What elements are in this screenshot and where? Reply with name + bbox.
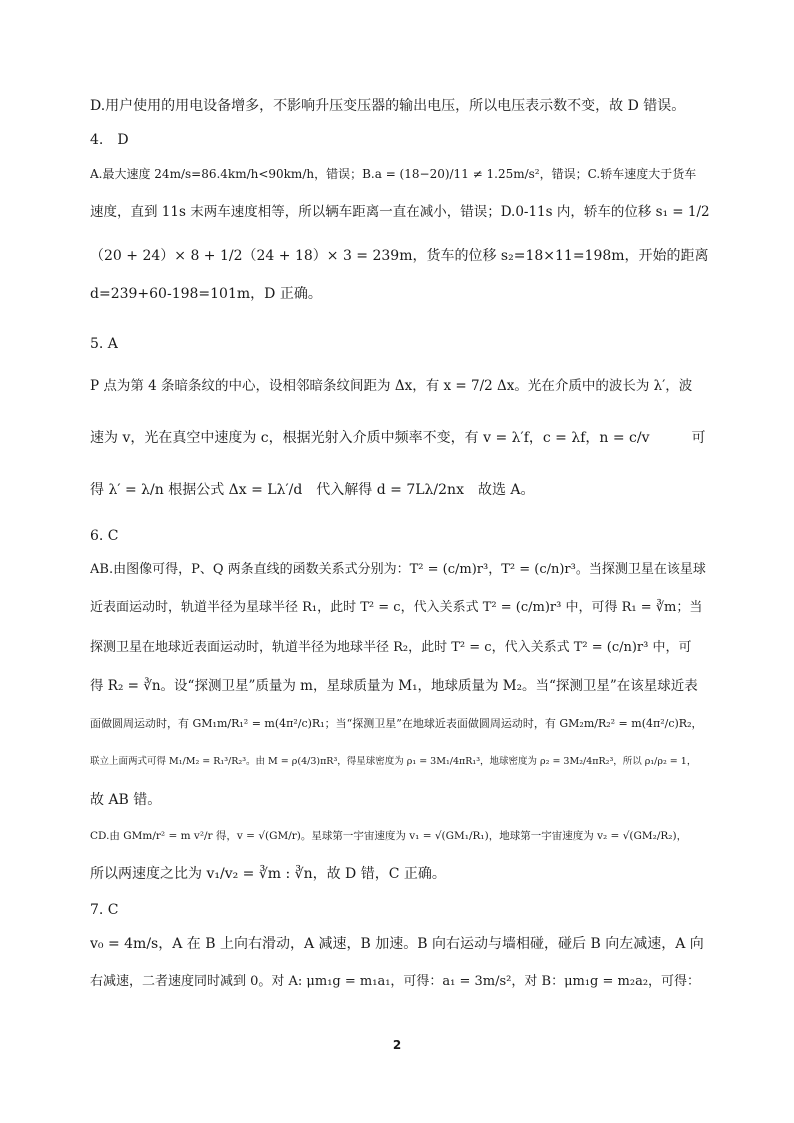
- text-line-16: 面做圆周运动时，有 GM₁m/R₁² = m(4π²/c)R₁；当“探测卫星”在地球近表面做圆周运动时，有 GM₂m/R₂² = m(4π²/c)R₂，: [90, 717, 703, 730]
- text-line-3: A.最大速度 24m/s=86.4km/h<90km/h，错误；B.a = (18−20)/11 ≠ 1.25m/s²，错误；C.轿车速度大于货车: [90, 167, 697, 181]
- text-line-8: P 点为第 4 条暗条纹的中心，设相邻暗条纹间距为 Δx，有 x = 7/2 Δx。光在介质中的波长为 λ′，波: [90, 378, 693, 394]
- text-line-15: 得 R₂ = ∛n。设“探测卫星”质量为 m，星球质量为 M₁，地球质量为 M₂。当“探测卫星”在该星球近表: [90, 678, 698, 694]
- text-line-22: v₀ = 4m/s，A 在 B 上向右滑动，A 减速，B 加速。B 向右运动与墙相碰，碰后 B 向左减速，A 向: [90, 936, 704, 952]
- question-6-heading: 6. C: [90, 528, 119, 544]
- text-line-4: 速度，直到 11s 末两车速度相等，所以辆车距离一直在减小，错误；D.0-11s 内，轿车的位移 s₁ = 1/2: [90, 204, 710, 220]
- text-line-14: 探测卫星在地球近表面运动时，轨道半径为地球半径 R₂，此时 T² = c，代入关系式 T² = (c/n)r³ 中，可: [90, 640, 692, 655]
- text-line-20: 所以两速度之比为 v₁/v₂ = ∛m : ∛n，故 D 错，C 正确。: [90, 866, 446, 882]
- text-line-6: d=239+60-198=101m，D 正确。: [90, 286, 322, 302]
- question-5-heading: 5. A: [90, 336, 118, 352]
- question-4-heading: 4. D: [90, 132, 129, 148]
- text-line-13: 近表面运动时，轨道半径为星球半径 R₁，此时 T² = c，代入关系式 T² = (c/m)r³ 中，可得 R₁ = ∛m；当: [90, 600, 703, 615]
- text-line-23: 右减速，二者速度同时减到 0。对 A: μm₁g = m₁a₁，可得：a₁ = 3m/s²，对 B：μm₁g = m₂a₂，可得：: [90, 974, 701, 989]
- text-line-5: （20 + 24）× 8 + 1/2（24 + 18）× 3 = 239m，货车的位移 s₂=18×11=198m，开始的距离: [90, 248, 709, 264]
- text-line-9: 速为 v，光在真空中速度为 c，根据光射入介质中频率不变，有 v = λ′f，c = λf，n = c/v 可: [90, 430, 706, 446]
- text-line-12: AB.由图像可得，P、Q 两条直线的函数关系式分别为：T² = (c/m)r³，T² = (c/n)r³。当探测卫星在该星球: [90, 562, 706, 577]
- text-line-10: 得 λ′ = λ/n 根据公式 Δx = Lλ′/d 代入解得 d = 7Lλ/2nx 故选 A。: [90, 482, 535, 498]
- text-line-17: 联立上面两式可得 M₁/M₂ = R₁³/R₂³。由 M = ρ(4/3)πR³，得星球密度为 ρ₁ = 3M₁/4πR₁³，地球密度为 ρ₂ = 3M₂/4πR₂³，所以 ρ₁/ρ₂ = 1，: [90, 756, 697, 767]
- question-7-heading: 7. C: [90, 902, 119, 918]
- page-number: 2: [392, 1038, 402, 1052]
- text-line-18: 故 AB 错。: [90, 792, 162, 808]
- text-line-1: D.用户使用的用电设备增多，不影响升压变压器的输出电压，所以电压表示数不变，故 D 错误。: [90, 98, 686, 114]
- text-line-19: CD.由 GMm/r² = m v²/r 得，v = √(GM/r)。星球第一宇宙速度为 v₁ = √(GM₁/R₁)，地球第一宇宙速度为 v₂ = √(GM₂/R₂)，: [90, 830, 688, 842]
